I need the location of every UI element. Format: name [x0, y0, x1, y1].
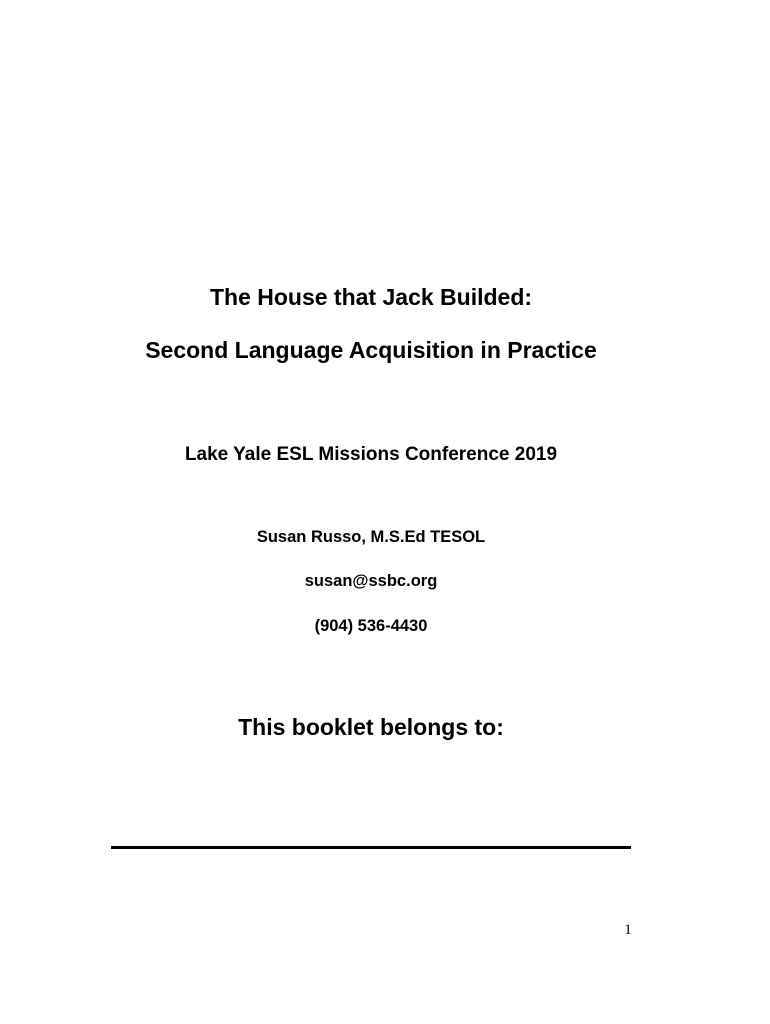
author-name: Susan Russo, M.S.Ed TESOL	[256, 528, 486, 546]
owner-name-line	[111, 846, 631, 849]
conference-name: Lake Yale ESL Missions Conference 2019	[184, 444, 558, 465]
title-line-2: Second Language Acquisition in Practice	[145, 337, 597, 363]
page-number: 1	[624, 922, 632, 938]
booklet-owner-label: This booklet belongs to:	[238, 714, 504, 740]
author-email: susan@ssbc.org	[304, 572, 438, 590]
title-line-1: The House that Jack Builded:	[209, 284, 533, 310]
author-phone: (904) 536-4430	[314, 617, 428, 635]
